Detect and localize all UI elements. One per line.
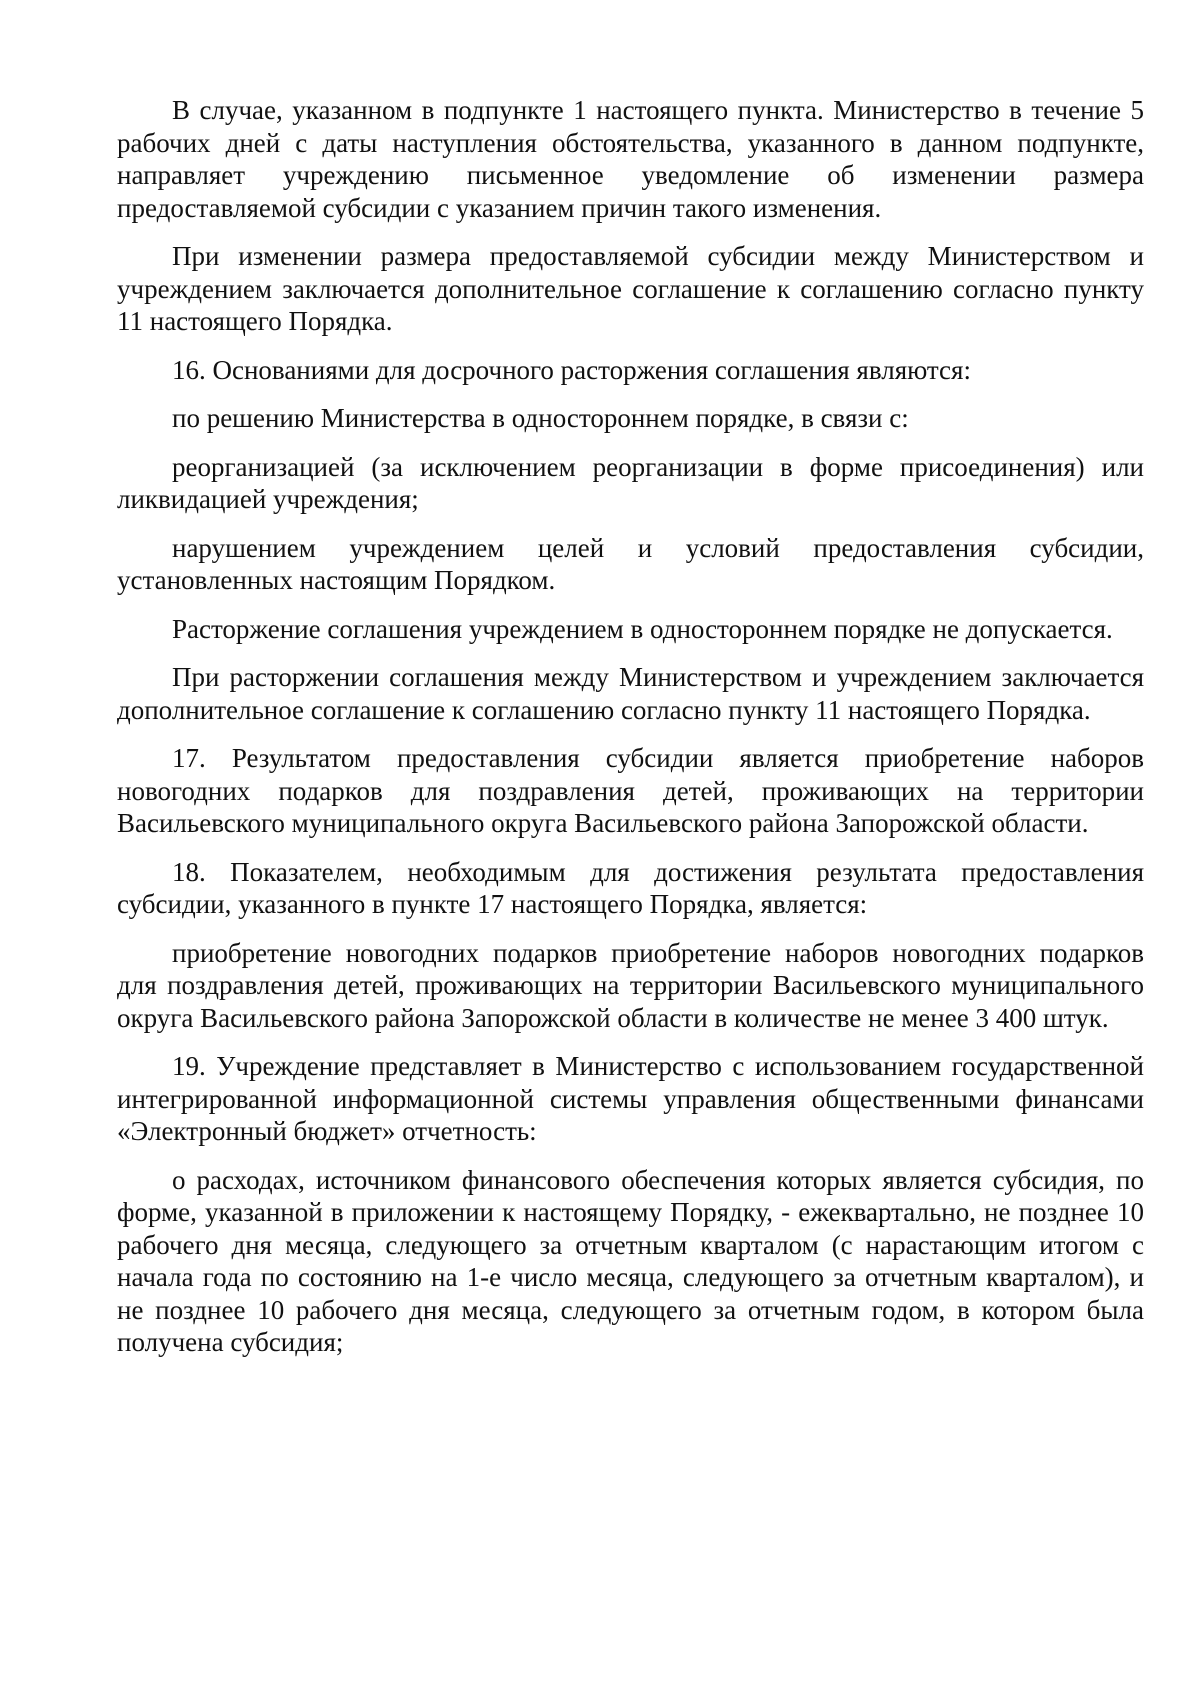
paragraph-reorganization: реорганизацией (за исключением реорганизации в форме присоединения) или ликвидацией учреждения; [117, 451, 1144, 514]
document-body [117, 94, 1144, 1375]
paragraph-item-19-reporting: 19. Учреждение представляет в Министерство с использованием государственной интегрированной информационной системы управления общественными финансами «Электронный бюджет» отчетность: [117, 1051, 1144, 1146]
paragraph-item-18-indicator: 18. Показателем, необходимым для достижения результата предоставления субсидии, указанного в пункте 17 настоящего Порядка, является: [117, 856, 1144, 919]
paragraph-ministry-unilateral: по решению Министерства в одностороннем порядке, в связи с: [172, 403, 909, 433]
paragraph-termination-additional-agreement: При расторжении соглашения между Министерством и учреждением заключается дополнительное соглашение к соглашению согласно пункту 11 настоящего Порядка. [117, 662, 1144, 725]
paragraph-additional-agreement-size-change: При изменении размера предоставляемой субсидии между Министерством и учреждением заключается дополнительное соглашение к соглашению согласно пункту 11 настоящего Порядка. [117, 241, 1144, 336]
paragraph-item-17-result: 17. Результатом предоставления субсидии является приобретение наборов новогодних подарков для поздравления детей, проживающих на территории Васильевского муниципального округа Васильевского района Запорожской области. [117, 743, 1144, 838]
paragraph-item-16-heading: 16. Основаниями для досрочного расторжения соглашения являются: [172, 354, 971, 385]
paragraph-notification-subsidy-change: В случае, указанном в подпункте 1 настоящего пункта. Министерство в течение 5 рабочих дней с даты наступления обстоятельства, указанного в данном подпункте, направляет учреждению письменное уведомление об изменении размера предоставляемой субсидии с указанием причин такого изменения. [117, 95, 1144, 223]
paragraph-termination-not-allowed: Расторжение соглашения учреждением в одностороннем порядке не допускается. [172, 613, 1113, 644]
paragraph-expenses-report: о расходах, источником финансового обеспечения которых является субсидия, по форме, указанной в приложении к настоящему Порядку, - ежеквартально, не позднее 10 рабочего дня месяца, следующего за отчетным кварталом (с нарастающим итогом с начала года по состоянию на 1-е число месяца, следующего за отчетным кварталом), и не позднее 10 рабочего дня месяца, следующего за отчетным годом, в котором была получена субсидия; [117, 1164, 1144, 1357]
paragraph-violation: нарушением учреждением целей и условий предоставления субсидии, установленных настоящим Порядком. [117, 532, 1144, 595]
paragraph-indicator-value: приобретение новогодних подарков приобретение наборов новогодних подарков для поздравления детей, проживающих на территории Васильевского муниципального округа Васильевского района Запорожской области в количестве не менее 3 400 штук. [117, 937, 1144, 1033]
